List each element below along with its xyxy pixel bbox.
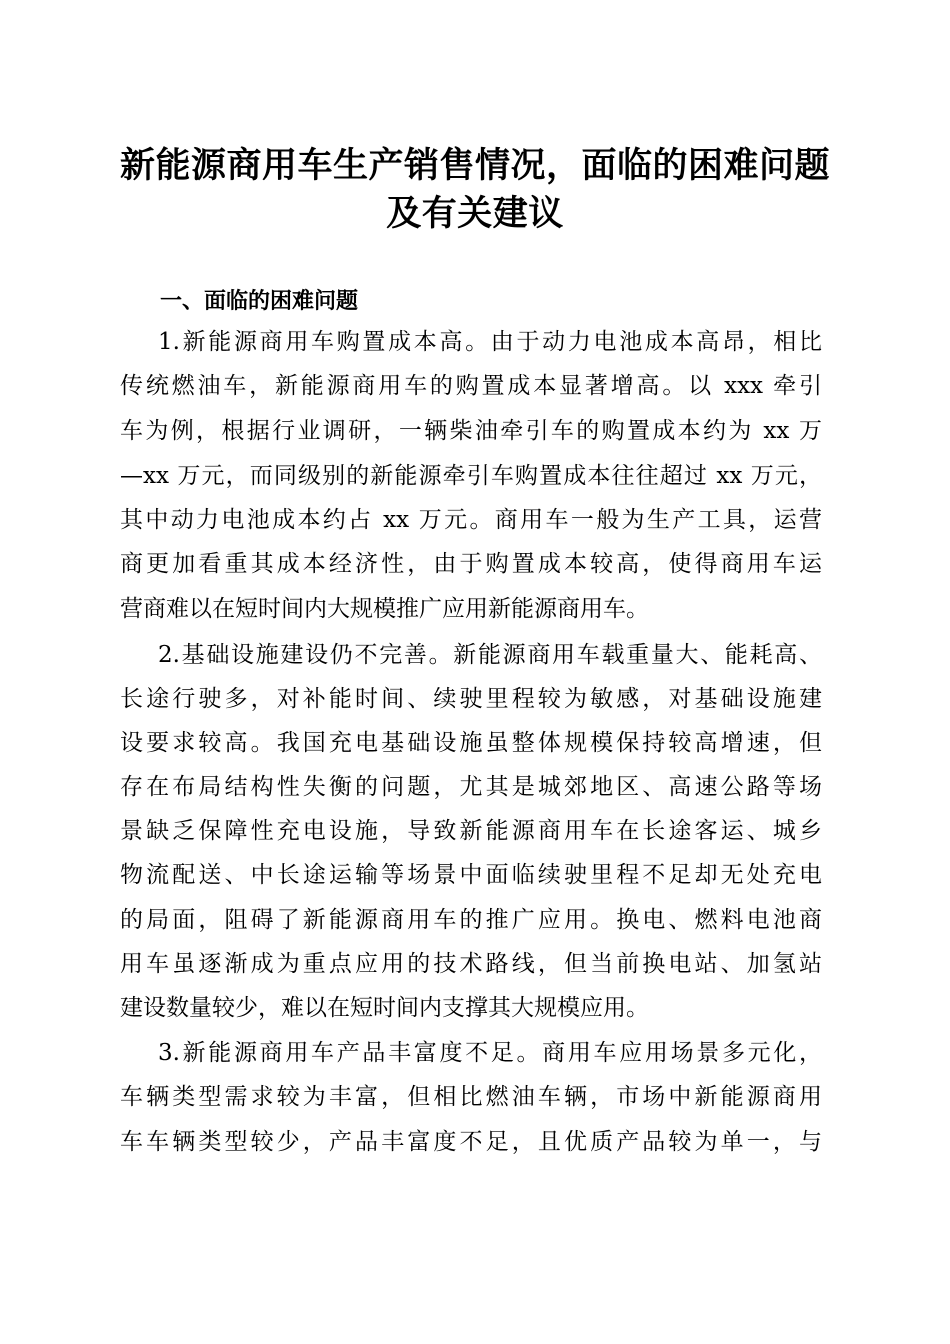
paragraph-line: —xx 万元，而同级别的新能源牵引车购置成本往往超过 xx 万元，: [120, 463, 822, 489]
section-heading: 一、面临的困难问题: [160, 289, 359, 314]
paragraph-line: 长途行驶多，对补能时间、续驶里程较为敏感，对基础设施建: [120, 686, 822, 712]
paragraph-line: 营商难以在短时间内大规模推广应用新能源商用车。: [120, 596, 649, 622]
document-title-line-2: 及有关建议: [386, 193, 564, 234]
paragraph-line: 的局面，阻碍了新能源商用车的推广应用。换电、燃料电池商: [120, 907, 822, 933]
paragraph-line: 车为例，根据行业调研，一辆柴油牵引车的购置成本约为 xx 万: [120, 418, 822, 444]
paragraph-line: 商更加看重其成本经济性，由于购置成本较高，使得商用车运: [120, 551, 822, 577]
paragraph-line: 设要求较高。我国充电基础设施虽整体规模保持较高增速，但: [120, 730, 822, 756]
paragraph-line: 3.新能源商用车产品丰富度不足。商用车应用场景多元化，: [158, 1040, 822, 1066]
document-title-line-1: 新能源商用车生产销售情况，面临的困难问题: [119, 145, 830, 186]
paragraph-line: 其中动力电池成本约占 xx 万元。商用车一般为生产工具，运营: [120, 507, 822, 533]
paragraph-line: 车辆类型需求较为丰富，但相比燃油车辆，市场中新能源商用: [120, 1084, 822, 1110]
paragraph-line: 物流配送、中长途运输等场景中面临续驶里程不足却无处充电: [120, 862, 822, 888]
paragraph-line: 存在布局结构性失衡的问题，尤其是城郊地区、高速公路等场: [120, 774, 822, 800]
paragraph-line: 1.新能源商用车购置成本高。由于动力电池成本高昂，相比: [158, 329, 822, 355]
paragraph-line: 景缺乏保障性充电设施，导致新能源商用车在长途客运、城乡: [120, 818, 822, 844]
paragraph-line: 2.基础设施建设仍不完善。新能源商用车载重量大、能耗高、: [158, 642, 822, 668]
paragraph-line: 传统燃油车，新能源商用车的购置成本显著增高。以 xxx 牵引: [120, 373, 822, 399]
paragraph-line: 建设数量较少，难以在短时间内支撑其大规模应用。: [120, 995, 649, 1021]
paragraph-line: 车车辆类型较少，产品丰富度不足，且优质产品较为单一，与: [120, 1129, 822, 1155]
paragraph-line: 用车虽逐渐成为重点应用的技术路线，但当前换电站、加氢站: [120, 951, 822, 977]
